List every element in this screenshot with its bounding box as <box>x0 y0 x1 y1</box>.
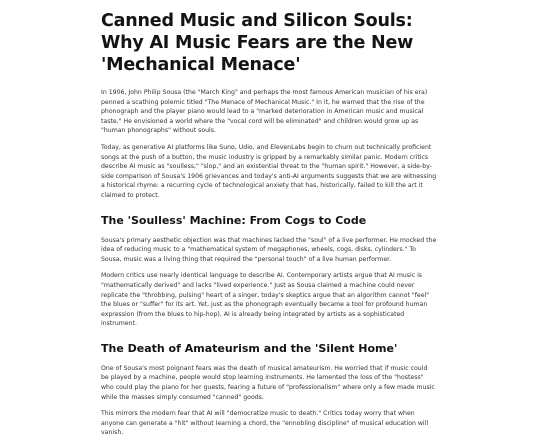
article <box>101 10 437 445</box>
article-title: Canned Music and Silicon Souls: Why AI Music Fears are the New 'Mechanical Menace' <box>101 11 414 75</box>
section-paragraph: Sousa's primary aesthetic objection was that machines lacked the "soul" of a live performer. He mocked the idea of reducing music to a "mathematical system of megaphones, wheels, cogs, disks, cylinders." To Sousa, music was a living thing that required the "personal touch" of a live human performer. <box>101 236 437 263</box>
section-paragraph: This mirrors the modern fear that AI will "democratize music to death." Critics today worry that when anyone can generate a "hit" without learning a chord, the "ennobling discipline" of musical education will vanish. <box>101 410 429 437</box>
section-soulless-machine <box>101 214 437 329</box>
section-heading: The 'Soulless' Machine: From Cogs to Code <box>101 213 367 227</box>
section-heading: The Death of Amateurism and the 'Silent Home' <box>101 341 398 355</box>
intro-paragraph-1: In 1906, John Philip Sousa (the "March King" and perhaps the most famous American musician of his era) penned a scathing polemic titled "The Menace of Mechanical Music." In it, he warned that the rise of the phonograph and the player piano would lead to a "marked deterioration in American music and musical taste." He envisioned a world where the "vocal cord will be eliminated" and children would grow up as "human phonographs" without souls. <box>101 89 428 135</box>
section-paragraph: Modern critics use nearly identical language to describe AI. Contemporary artists argue that AI music is "mathematically derived" and lacks "lived experience." Just as Sousa claimed a machine could never replicate the "throbbing, pulsing" heart of a singer, today's skeptics argue that an algorithm cannot "feel" the blues or "suffer" for its art. Yet, just as the phonograph eventually became a tool for profound human expression (from the blues to hip-hop), AI is already being integrated by artists as a sophisticated instrument. <box>101 272 430 328</box>
section-death-of-amateurism <box>101 342 437 438</box>
section-paragraph: One of Sousa's most poignant fears was the death of musical amateurism. He worried that if music could be played by a machine, people would stop learning instruments. He lamented the loss of the "hostess" who could play the piano for her guests, fearing a future of "professionalism" where only a few made music while the masses simply consumed "canned" goods. <box>101 364 435 401</box>
intro-paragraph-2: Today, as generative AI platforms like Suno, Udio, and ElevenLabs begin to churn out technically proficient songs at the push of a button, the music industry is gripped by a remarkably similar panic. Modern critics describe AI music as "soulless," "slop," and an existential threat to the "human spirit." However, a side-by-side comparison of Sousa's 1906 grievances and today's anti-AI arguments suggests that we are witnessing a historical rhyme: a recurring cycle of technological anxiety that has, historically, failed to kill the art it claimed to protect. <box>101 143 437 199</box>
